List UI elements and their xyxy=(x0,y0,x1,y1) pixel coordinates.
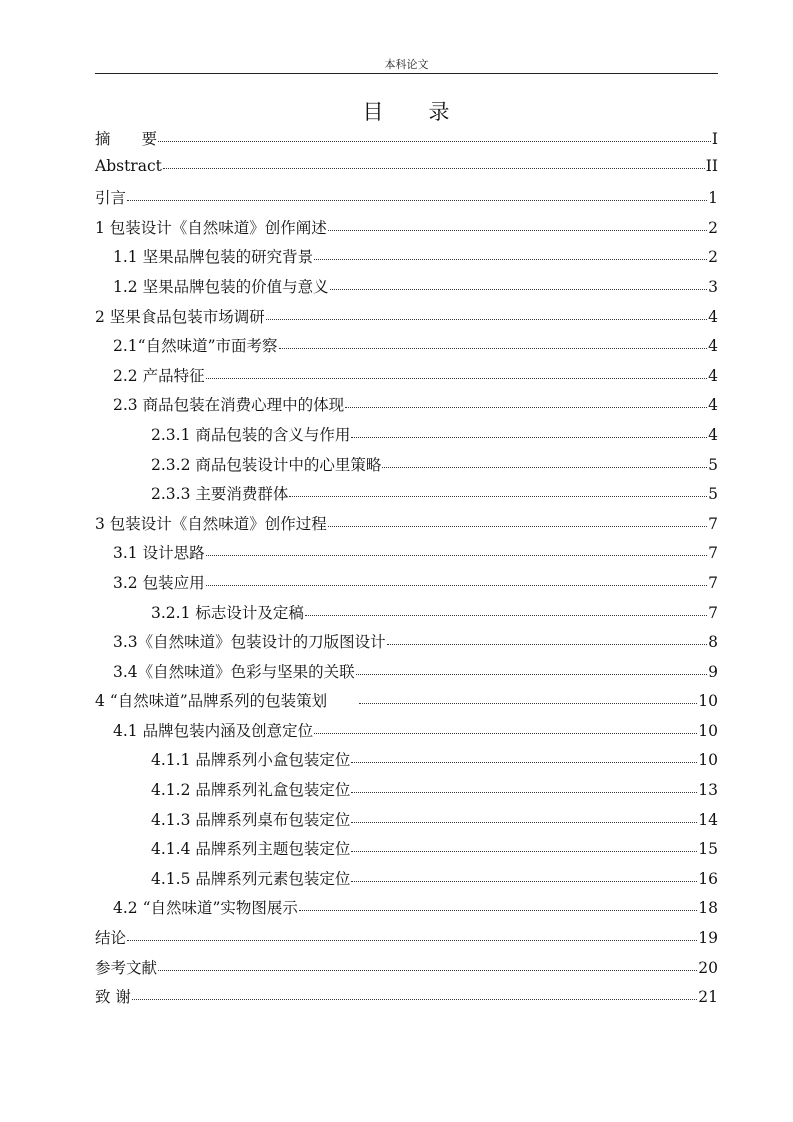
toc-leader-dots xyxy=(206,378,708,379)
toc-entry-label: 4 “自然味道”品牌系列的包装策划 xyxy=(95,692,359,711)
toc-leader-dots xyxy=(351,762,697,763)
toc-leader-dots xyxy=(351,822,697,823)
toc-entry-page: 10 xyxy=(698,692,718,711)
header-rule xyxy=(95,73,718,74)
toc-entry-page: 4 xyxy=(708,366,718,385)
toc-leader-dots xyxy=(351,792,697,793)
toc-leader-dots xyxy=(132,999,697,1000)
toc-entry-label: 4.2 “自然味道”实物图展示 xyxy=(113,899,298,918)
toc-entry-label: 2.3.3 主要消费群体 xyxy=(151,485,289,504)
toc-entry-page: 21 xyxy=(698,988,718,1007)
toc-entry[interactable] xyxy=(95,956,718,986)
toc-entry-label: 4.1.2 品牌系列礼盒包装定位 xyxy=(151,781,351,800)
toc-entry-page: 10 xyxy=(698,721,718,740)
toc-entry-label: 2.3.2 商品包装设计中的心里策略 xyxy=(151,455,382,474)
toc-entry-page: I xyxy=(711,130,718,148)
toc-entry[interactable] xyxy=(95,896,718,926)
toc-entry-page: 7 xyxy=(708,573,718,592)
toc-entry-page: 5 xyxy=(708,485,718,504)
toc-entry[interactable] xyxy=(95,808,718,838)
toc-leader-dots xyxy=(305,615,707,616)
toc-entry[interactable] xyxy=(95,630,718,660)
toc-leader-dots xyxy=(351,851,697,852)
toc-entry-label: 摘 要 xyxy=(95,130,158,148)
toc-entry-page: 13 xyxy=(698,781,718,800)
toc-entry[interactable] xyxy=(95,985,718,1015)
toc-entry-page: 4 xyxy=(708,337,718,356)
toc-entry[interactable] xyxy=(95,867,718,897)
toc-entry-label: 3.1 设计思路 xyxy=(113,544,205,563)
toc-entry-page: 7 xyxy=(708,514,718,533)
toc-entry[interactable] xyxy=(95,157,718,187)
toc-entry-page: 18 xyxy=(698,899,718,918)
toc-leader-dots xyxy=(279,348,708,349)
toc-entry[interactable] xyxy=(95,541,718,571)
toc-entry-page: 4 xyxy=(708,396,718,415)
toc-leader-dots xyxy=(127,940,697,941)
toc-entry-page: 3 xyxy=(708,277,718,296)
toc-entry[interactable] xyxy=(95,423,718,453)
toc-leader-dots xyxy=(299,910,697,911)
toc-entry[interactable] xyxy=(95,334,718,364)
toc-entry-label: 2.2 产品特征 xyxy=(113,366,205,385)
toc-leader-dots xyxy=(206,555,708,556)
toc-leader-dots xyxy=(158,141,711,142)
toc-leader-dots xyxy=(314,733,697,734)
page-title: 目 录 xyxy=(362,100,451,124)
toc-entry-page: II xyxy=(705,156,718,175)
toc-entry[interactable] xyxy=(95,482,718,512)
toc-entry-page: 9 xyxy=(708,662,718,681)
toc-entry-page: 20 xyxy=(698,958,718,977)
toc-entry-label: 4.1 品牌包装内涵及创意定位 xyxy=(113,721,314,740)
toc-entry[interactable] xyxy=(95,571,718,601)
toc-leader-dots xyxy=(330,289,708,290)
toc-entry-label: 1 包装设计《自然味道》创作阐述 xyxy=(95,218,327,237)
toc-leader-dots xyxy=(351,437,707,438)
toc-entry-label: 1.1 坚果品牌包装的研究背景 xyxy=(113,248,314,267)
toc-entry-label: 1.2 坚果品牌包装的价值与意义 xyxy=(113,277,329,296)
page-header: 本科论文 xyxy=(384,58,429,71)
toc-entry-label: 3 包装设计《自然味道》创作过程 xyxy=(95,514,327,533)
toc-entry[interactable] xyxy=(95,364,718,394)
toc-entry[interactable] xyxy=(95,660,718,690)
toc-entry-page: 10 xyxy=(698,751,718,770)
toc-entry[interactable] xyxy=(95,245,718,275)
toc-entry-label: 引言 xyxy=(95,189,127,208)
toc-entry[interactable] xyxy=(95,305,718,335)
toc-leader-dots xyxy=(345,407,707,408)
toc-entry[interactable] xyxy=(95,926,718,956)
toc-entry[interactable] xyxy=(95,186,718,216)
toc-entry-label: 4.1.4 品牌系列主题包装定位 xyxy=(151,840,351,859)
toc-leader-dots xyxy=(328,230,707,231)
toc-entry[interactable] xyxy=(95,216,718,246)
toc-leader-dots xyxy=(382,467,707,468)
toc-entry-label: 3.4《自然味道》色彩与坚果的关联 xyxy=(113,662,355,681)
toc-leader-dots xyxy=(328,526,707,527)
toc-entry-page: 15 xyxy=(698,840,718,859)
toc-entry-label: 2 坚果食品包装市场调研 xyxy=(95,307,265,326)
toc-entry[interactable] xyxy=(95,601,718,631)
toc-entry[interactable] xyxy=(95,453,718,483)
toc-entry-label: Abstract xyxy=(95,156,162,175)
toc-leader-dots xyxy=(289,496,707,497)
toc-entry-label: 4.1.5 品牌系列元素包装定位 xyxy=(151,869,351,888)
toc-entry[interactable] xyxy=(95,719,718,749)
toc-leader-dots xyxy=(387,644,707,645)
toc-entry[interactable] xyxy=(95,748,718,778)
toc-leader-dots xyxy=(127,200,707,201)
toc-entry-page: 19 xyxy=(698,929,718,948)
toc-entry[interactable] xyxy=(95,837,718,867)
toc-leader-dots xyxy=(206,585,708,586)
toc-entry[interactable] xyxy=(95,127,718,157)
toc-entry-page: 4 xyxy=(708,307,718,326)
toc-entry-label: 4.1.1 品牌系列小盒包装定位 xyxy=(151,751,351,770)
toc-entry-label: 4.1.3 品牌系列桌布包装定位 xyxy=(151,810,351,829)
toc-entry-page: 8 xyxy=(708,633,718,652)
toc-leader-dots xyxy=(314,259,707,260)
toc-entry[interactable] xyxy=(95,393,718,423)
toc-entry-page: 2 xyxy=(708,248,718,267)
toc-leader-dots xyxy=(163,168,705,169)
toc-entry-label: 3.2.1 标志设计及定稿 xyxy=(151,603,304,622)
toc-leader-dots xyxy=(266,319,707,320)
toc-leader-dots xyxy=(351,881,697,882)
toc-entry-label: 结论 xyxy=(95,929,127,948)
toc-entry-label: 致 谢 xyxy=(95,988,131,1007)
table-of-contents xyxy=(95,127,718,1015)
toc-entry-page: 5 xyxy=(708,455,718,474)
toc-leader-dots xyxy=(158,970,697,971)
toc-leader-dots xyxy=(359,703,697,704)
toc-entry-label: 2.3 商品包装在消费心理中的体现 xyxy=(113,396,345,415)
toc-entry-page: 2 xyxy=(708,218,718,237)
toc-entry[interactable] xyxy=(95,689,718,719)
toc-leader-dots xyxy=(356,674,707,675)
toc-entry-page: 7 xyxy=(708,603,718,622)
toc-entry-page: 4 xyxy=(708,425,718,444)
toc-entry-label: 2.3.1 商品包装的含义与作用 xyxy=(151,425,351,444)
toc-entry-label: 3.3《自然味道》包装设计的刀版图设计 xyxy=(113,633,386,652)
toc-entry-page: 7 xyxy=(708,544,718,563)
toc-entry-label: 2.1“自然味道”市面考察 xyxy=(113,337,278,356)
toc-entry-page: 1 xyxy=(708,189,718,208)
toc-entry[interactable] xyxy=(95,512,718,542)
toc-entry-page: 16 xyxy=(698,869,718,888)
toc-entry-label: 3.2 包装应用 xyxy=(113,573,205,592)
toc-entry[interactable] xyxy=(95,778,718,808)
toc-entry-label: 参考文献 xyxy=(95,958,158,977)
toc-entry-page: 14 xyxy=(698,810,718,829)
toc-entry[interactable] xyxy=(95,275,718,305)
